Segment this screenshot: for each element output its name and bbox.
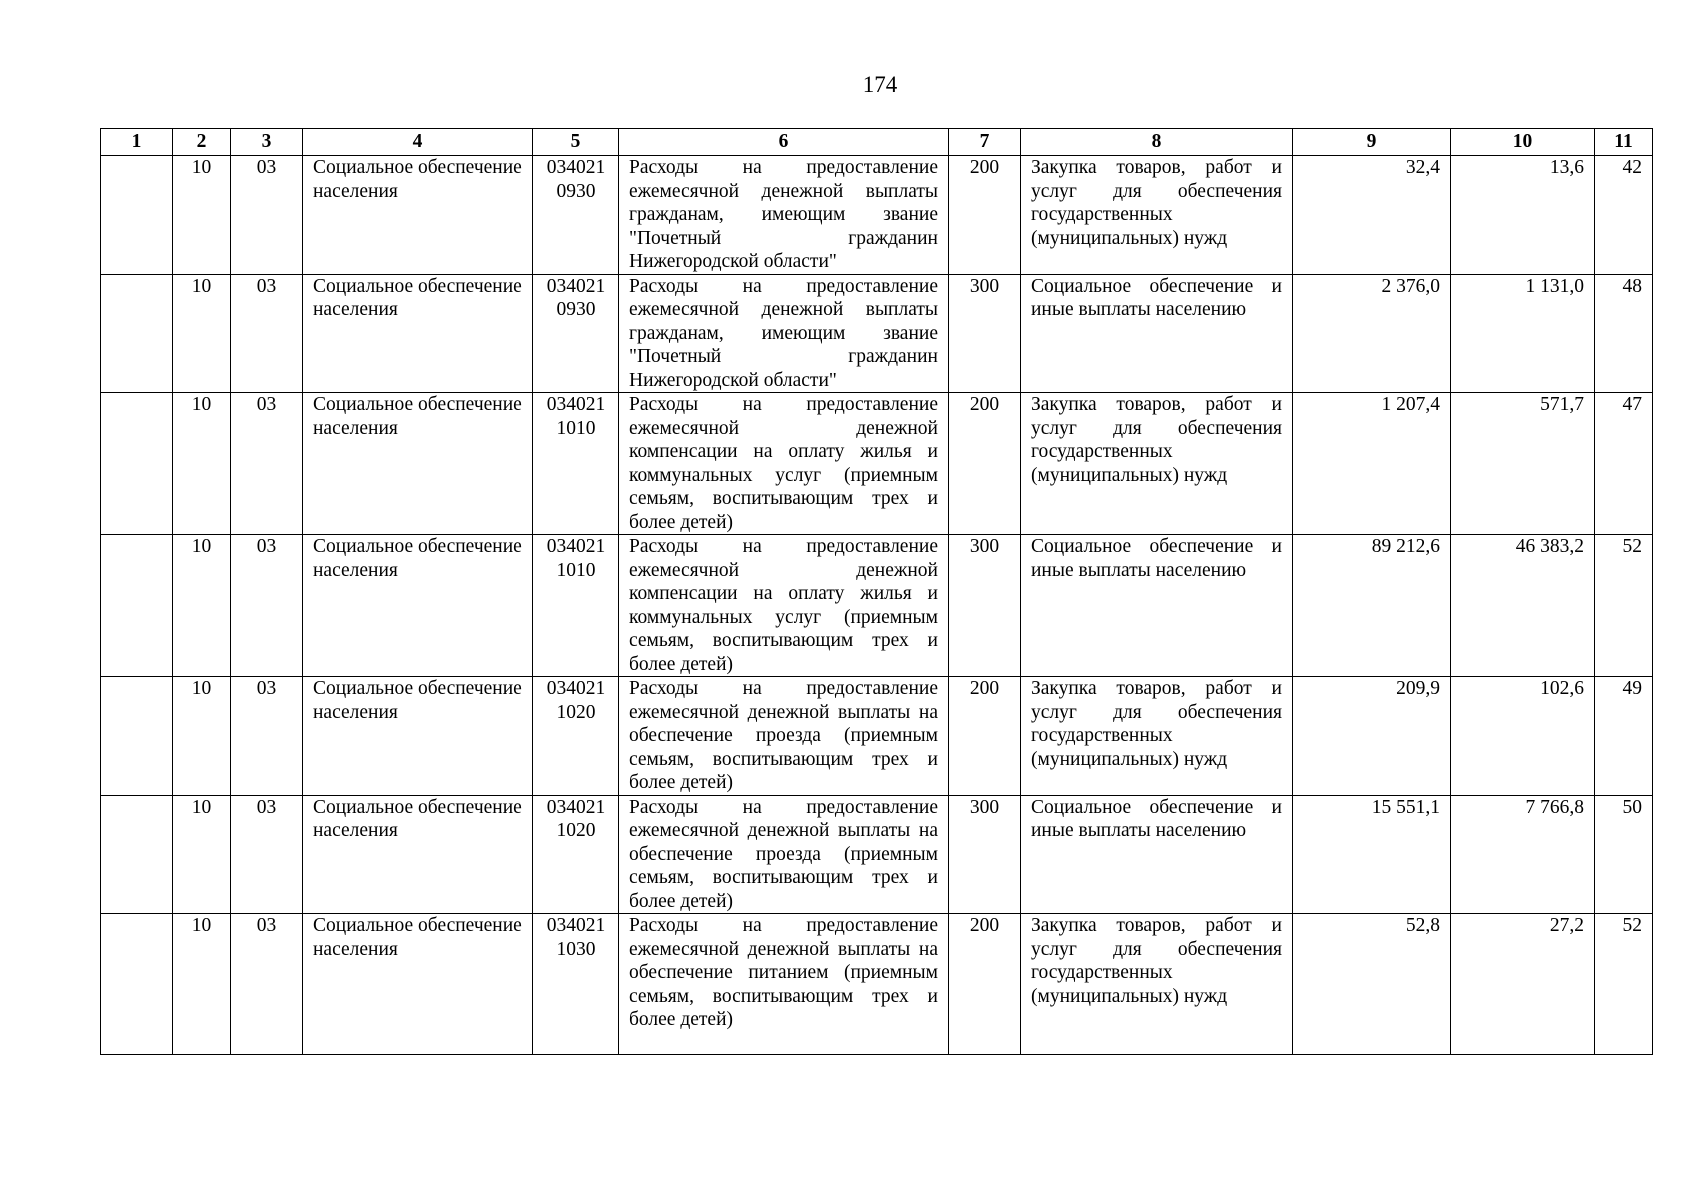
- cell-target-code-text: 0340211020: [546, 796, 606, 841]
- cell-col-1: [101, 795, 173, 914]
- cell-expense-description: Расходы на предоставление ежемесячной денежной компенсации на оплату жилья и коммунальных услуг (приемным семьям, воспитывающим трех и более детей): [619, 393, 949, 535]
- cell-expense-type-name: Закупка товаров, работ и услуг для обеспечения государственных (муниципальных) нужд: [1021, 677, 1293, 796]
- cell-expense-description: Расходы на предоставление ежемесячной денежной выплаты на обеспечение проезда (приемным семьям, воспитывающим трех и более детей): [619, 677, 949, 796]
- cell-amount-10: 1 131,0: [1451, 274, 1595, 393]
- header-col-4: 4: [303, 129, 533, 156]
- cell-target-code: [533, 914, 619, 1055]
- cell-percent-11: 52: [1595, 914, 1653, 1055]
- header-col-2: 2: [173, 129, 231, 156]
- cell-col-1: [101, 914, 173, 1055]
- cell-target-code-text: 0340210930: [546, 157, 606, 202]
- table-row: [101, 274, 1653, 393]
- cell-expense-description: Расходы на предоставление ежемесячной денежной выплаты гражданам, имеющим звание "Почетный гражданин Нижегородской области": [619, 274, 949, 393]
- cell-section: 10: [173, 393, 231, 535]
- cell-subsection-name: Социальное обеспечение населения: [303, 156, 533, 275]
- cell-subsection-name: Социальное обеспечение населения: [303, 914, 533, 1055]
- cell-amount-9: 32,4: [1293, 156, 1451, 275]
- cell-target-code-text: 0340211010: [546, 394, 606, 439]
- table-row: [101, 156, 1653, 275]
- header-col-11: 11: [1595, 129, 1653, 156]
- cell-expense-description: Расходы на предоставление ежемесячной денежной выплаты на обеспечение питанием (приемным семьям, воспитывающим трех и более детей): [619, 914, 949, 1055]
- cell-expense-type-name: Социальное обеспечение и иные выплаты населению: [1021, 535, 1293, 677]
- table-row: [101, 535, 1653, 677]
- cell-percent-11: 47: [1595, 393, 1653, 535]
- cell-target-code: [533, 156, 619, 275]
- header-col-8: 8: [1021, 129, 1293, 156]
- table-row: [101, 795, 1653, 914]
- cell-subsection: 03: [231, 914, 303, 1055]
- table-row: [101, 914, 1653, 1055]
- cell-col-1: [101, 274, 173, 393]
- cell-expense-type-name: Социальное обеспечение и иные выплаты населению: [1021, 274, 1293, 393]
- cell-amount-10: 7 766,8: [1451, 795, 1595, 914]
- cell-subsection: 03: [231, 795, 303, 914]
- cell-percent-11: 49: [1595, 677, 1653, 796]
- cell-expense-type: 200: [949, 393, 1021, 535]
- cell-subsection-name: Социальное обеспечение населения: [303, 393, 533, 535]
- cell-subsection-name: Социальное обеспечение населения: [303, 795, 533, 914]
- header-row: [101, 129, 1653, 156]
- cell-subsection-name: Социальное обеспечение населения: [303, 535, 533, 677]
- cell-target-code: [533, 393, 619, 535]
- cell-subsection-name: Социальное обеспечение населения: [303, 677, 533, 796]
- cell-target-code-text: 0340211020: [546, 678, 606, 723]
- cell-expense-type-name: Закупка товаров, работ и услуг для обеспечения государственных (муниципальных) нужд: [1021, 393, 1293, 535]
- cell-section: 10: [173, 795, 231, 914]
- cell-col-1: [101, 677, 173, 796]
- cell-col-1: [101, 535, 173, 677]
- cell-target-code: [533, 795, 619, 914]
- header-col-10: 10: [1451, 129, 1595, 156]
- cell-target-code: [533, 274, 619, 393]
- table-row: [101, 393, 1653, 535]
- header-col-3: 3: [231, 129, 303, 156]
- cell-expense-type: 300: [949, 795, 1021, 914]
- cell-subsection: 03: [231, 393, 303, 535]
- cell-expense-description: Расходы на предоставление ежемесячной денежной выплаты на обеспечение проезда (приемным семьям, воспитывающим трех и более детей): [619, 795, 949, 914]
- cell-percent-11: 42: [1595, 156, 1653, 275]
- header-col-9: 9: [1293, 129, 1451, 156]
- header-col-6: 6: [619, 129, 949, 156]
- cell-expense-type: 200: [949, 156, 1021, 275]
- cell-expense-description: Расходы на предоставление ежемесячной денежной выплаты гражданам, имеющим звание "Почетный гражданин Нижегородской области": [619, 156, 949, 275]
- cell-amount-10: 27,2: [1451, 914, 1595, 1055]
- cell-expense-type: 200: [949, 914, 1021, 1055]
- cell-amount-9: 209,9: [1293, 677, 1451, 796]
- cell-target-code: [533, 677, 619, 796]
- header-col-7: 7: [949, 129, 1021, 156]
- cell-amount-9: 89 212,6: [1293, 535, 1451, 677]
- cell-subsection: 03: [231, 677, 303, 796]
- cell-section: 10: [173, 914, 231, 1055]
- cell-target-code-text: 0340211030: [546, 915, 606, 960]
- cell-col-1: [101, 156, 173, 275]
- header-col-1: 1: [101, 129, 173, 156]
- cell-expense-type: 200: [949, 677, 1021, 796]
- cell-subsection-name: Социальное обеспечение населения: [303, 274, 533, 393]
- cell-expense-type-name: Закупка товаров, работ и услуг для обеспечения государственных (муниципальных) нужд: [1021, 156, 1293, 275]
- cell-amount-9: 2 376,0: [1293, 274, 1451, 393]
- cell-percent-11: 50: [1595, 795, 1653, 914]
- cell-expense-type-name: Закупка товаров, работ и услуг для обеспечения государственных (муниципальных) нужд: [1021, 914, 1293, 1055]
- cell-subsection: 03: [231, 274, 303, 393]
- cell-amount-10: 571,7: [1451, 393, 1595, 535]
- cell-section: 10: [173, 535, 231, 677]
- cell-amount-9: 52,8: [1293, 914, 1451, 1055]
- cell-section: 10: [173, 156, 231, 275]
- page-number: 174: [862, 72, 898, 97]
- cell-amount-10: 13,6: [1451, 156, 1595, 275]
- cell-percent-11: 52: [1595, 535, 1653, 677]
- cell-subsection: 03: [231, 535, 303, 677]
- cell-section: 10: [173, 677, 231, 796]
- cell-col-1: [101, 393, 173, 535]
- cell-percent-11: 48: [1595, 274, 1653, 393]
- cell-target-code-text: 0340210930: [546, 275, 606, 320]
- cell-target-code: [533, 535, 619, 677]
- cell-amount-9: 15 551,1: [1293, 795, 1451, 914]
- cell-section: 10: [173, 274, 231, 393]
- cell-expense-description: Расходы на предоставление ежемесячной денежной компенсации на оплату жилья и коммунальных услуг (приемным семьям, воспитывающим трех и более детей): [619, 535, 949, 677]
- cell-amount-10: 102,6: [1451, 677, 1595, 796]
- cell-amount-9: 1 207,4: [1293, 393, 1451, 535]
- cell-amount-10: 46 383,2: [1451, 535, 1595, 677]
- cell-expense-type: 300: [949, 535, 1021, 677]
- cell-target-code-text: 0340211010: [546, 536, 606, 581]
- budget-table: [100, 128, 1653, 1055]
- cell-subsection: 03: [231, 156, 303, 275]
- cell-expense-type-name: Социальное обеспечение и иные выплаты населению: [1021, 795, 1293, 914]
- cell-expense-type: 300: [949, 274, 1021, 393]
- table-row: [101, 677, 1653, 796]
- header-col-5: 5: [533, 129, 619, 156]
